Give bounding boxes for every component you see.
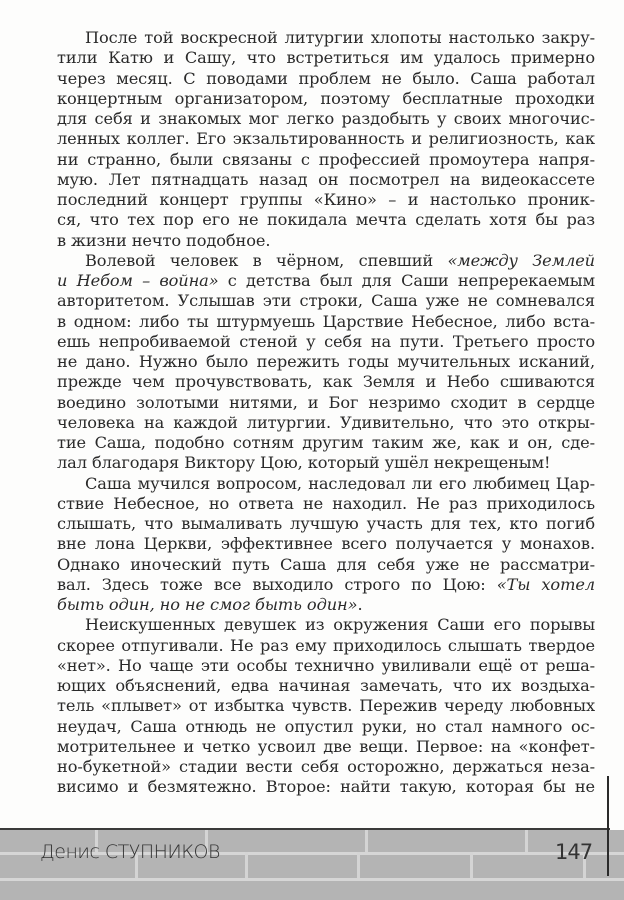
text-segment: лал благодаря Виктору Цою, который ушёл некрещеным! <box>57 453 551 473</box>
text-line <box>57 312 595 332</box>
text-segment: Саша мучился вопросом, наследовал ли его любимец Цар- <box>85 473 595 493</box>
text-segment: но-букетной» стадии вести себя осторожно, держаться неза- <box>57 757 595 776</box>
text-line <box>57 656 595 676</box>
text-segment: авторитетом. Услышав эти строки, Саша уже не сомневался <box>57 291 595 311</box>
text-line <box>57 534 595 554</box>
text-segment: Однако иноческий путь Саша для себя уже не рассматри- <box>57 554 595 574</box>
footer-author: Денис СТУПНИКОВ <box>40 841 220 863</box>
text-line <box>57 757 595 777</box>
text-line <box>57 372 595 392</box>
text-line <box>57 676 595 696</box>
text-line <box>57 636 595 656</box>
text-segment: воедино золотыми нитями, и Бог незримо сходит в сердце <box>57 392 595 412</box>
text-segment: концертным организатором, поэтому бесплатные проходки <box>57 88 595 108</box>
text-line <box>57 433 595 453</box>
text-segment: слышать, что вымаливать лучшую участь для тех, кто погиб <box>57 514 595 533</box>
text-segment: тель «плывет» от избытка чувств. Пережив череду любовных <box>57 696 595 716</box>
text-line <box>57 210 595 230</box>
text-line <box>57 271 595 291</box>
text-line <box>57 737 595 757</box>
text-segment: неудач, Саша отнюдь не опустил руки, но стал намного ос- <box>57 716 595 736</box>
text-segment: Волевой человек в чёрном, спевший <box>85 250 448 270</box>
text-segment: последний концерт группы «Кино» – и настолько проник- <box>57 190 595 209</box>
text-line <box>57 150 595 170</box>
text-segment: После той воскресной литургии хлопоты настолько закру- <box>85 28 595 47</box>
text-line <box>57 595 595 615</box>
text-line <box>57 413 595 433</box>
quote-italic: «между Землей <box>447 250 595 270</box>
text-line <box>57 514 595 534</box>
text-line <box>57 393 595 413</box>
text-line <box>57 109 595 129</box>
text-line <box>57 453 595 473</box>
text-segment: ни странно, были связаны с профессией промоутера напря- <box>57 149 595 169</box>
text-line <box>57 89 595 109</box>
quote-italic: и Небом – война» <box>57 271 219 290</box>
text-line <box>57 291 595 311</box>
text-line <box>57 494 595 514</box>
text-line <box>57 696 595 716</box>
quote-italic: быть один, но не смог быть один» <box>57 595 358 614</box>
text-segment: в жизни нечто подобное. <box>57 230 271 250</box>
text-segment: вал. Здесь тоже все выходило строго по Цою: <box>57 574 497 594</box>
text-line <box>57 190 595 210</box>
text-segment: скорее отпугивали. Не раз ему приходилось слышать твердое <box>57 635 595 655</box>
text-segment: ствие Небесное, но ответа не находил. Не раз приходилось <box>57 493 595 513</box>
text-line <box>57 129 595 149</box>
text-segment: «нет». Но чаще эти особы технично увиливали ещё от реша- <box>57 655 595 675</box>
text-line <box>57 474 595 494</box>
text-segment: прежде чем прочувствовать, как Земля и Небо сшиваются <box>57 372 595 392</box>
text-line <box>57 69 595 89</box>
text-line <box>57 48 595 68</box>
text-segment: . <box>357 595 363 614</box>
text-line <box>57 352 595 372</box>
text-segment: через месяц. С поводами проблем не было. Саша работал <box>57 68 595 88</box>
text-line <box>57 28 595 48</box>
text-line <box>57 615 595 635</box>
text-segment: ся, что тех пор его не покидала мечта сделать хотя бы раз <box>57 210 595 230</box>
text-segment: висимо и безмятежно. Второе: найти такую, которая бы не <box>57 777 595 797</box>
text-segment: ешь непробиваемой стеной у себя на пути. Третьего просто <box>57 331 595 351</box>
body-text <box>57 28 595 798</box>
text-segment: в одном: либо ты штурмуешь Царствие Небесное, либо вста- <box>57 311 595 331</box>
text-line <box>57 332 595 352</box>
text-segment: ленных коллег. Его экзальтированность и религиозность, как <box>57 129 595 149</box>
text-segment: мую. Лет пятнадцать назад он посмотрел на видеокассете <box>57 169 595 189</box>
text-line <box>57 777 595 797</box>
text-line <box>57 231 595 251</box>
text-segment: человека на каждой литургии. Удивительно, что это откры- <box>57 412 595 432</box>
text-line <box>57 575 595 595</box>
text-line <box>57 251 595 271</box>
text-line <box>57 170 595 190</box>
text-segment: не дано. Нужно было пережить годы мучительных исканий, <box>57 352 595 371</box>
text-segment: ющих объяснений, едва начиная замечать, что их воздыха- <box>57 676 595 695</box>
text-line <box>57 717 595 737</box>
text-line <box>57 555 595 575</box>
text-segment: Неискушенных девушек из окружения Саши его порывы <box>85 615 595 635</box>
text-segment: мотрительнее и четко усвоил две вещи. Первое: на «конфет- <box>57 736 595 756</box>
text-segment: вне лона Церкви, эффективнее всего получается у монахов. <box>57 534 595 554</box>
text-segment: с детства был для Саши непререкаемым <box>218 271 595 290</box>
text-segment: тие Саша, подобно сотням другим таким же, как и он, сде- <box>57 433 595 452</box>
quote-italic: «Ты хотел <box>496 574 596 594</box>
text-segment: для себя и знакомых мог легко раздобыть у своих многочис- <box>57 109 595 128</box>
page-number: 147 <box>555 840 593 864</box>
text-segment: тили Катю и Сашу, что встретиться им удалось примерно <box>57 48 595 68</box>
margin-rule <box>607 776 609 876</box>
